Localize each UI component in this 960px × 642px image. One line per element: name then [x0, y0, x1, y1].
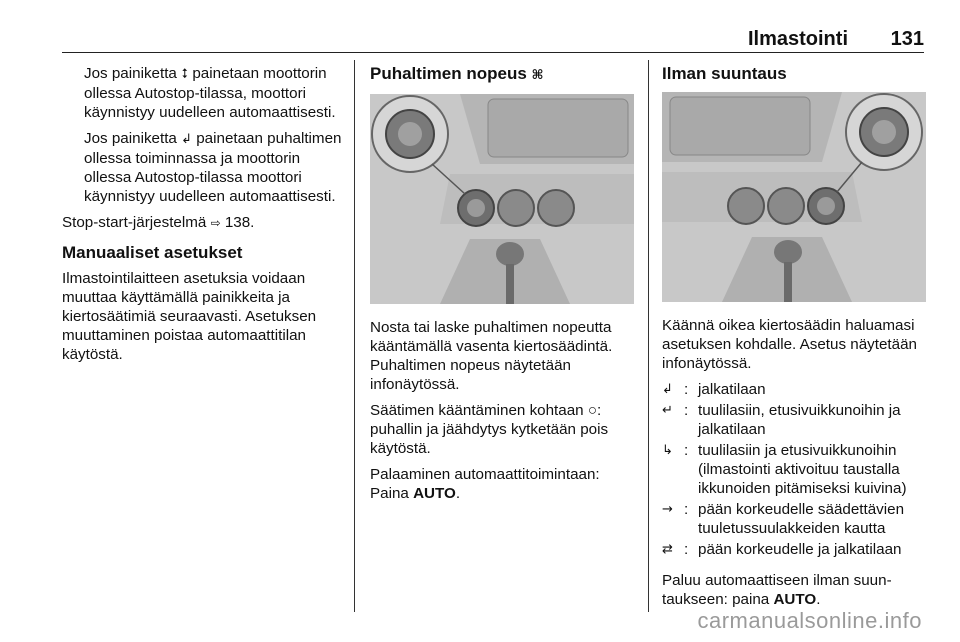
list-item: ↵ : tuulilasiin, etusivuikkunoihin ja jalkatilaan: [662, 402, 901, 438]
air-distribution-list: [662, 380, 928, 559]
list-item: ↳ : tuulilasiin ja etusivuikkunoihin (ilmastointi aktivoituu taustalla ikkunoiden pitämiseksi kuivina): [662, 442, 907, 497]
column-divider-2: [648, 60, 649, 612]
column-right: [662, 64, 928, 616]
paragraph-fan-speed: Nosta tai laske puhaltimen nopeutta kääntämällä vasenta kiertosäädintä. Puhaltimen nopeus näytetään infonäytössä.: [370, 319, 613, 393]
list-item: ↲ : jalkatilaan: [662, 381, 766, 398]
header-title: Ilmastointi: [747, 28, 848, 50]
windscreen-footwell-icon: ↵: [662, 403, 673, 418]
footwell-icon: ↲: [662, 382, 673, 397]
recirculation-icon: ⭥: [181, 67, 189, 82]
paragraph-air-distribution: Käännä oikea kiertosäädin haluamasi asetuksen kohdalle. Asetus näytetään infonäytössä.: [662, 317, 917, 372]
windscreen-defrost-icon: ↳: [662, 443, 673, 458]
section-heading-air-distribution: Ilman suuntaus: [662, 64, 787, 83]
auto-label: AUTO: [773, 591, 817, 608]
fan-icon: ⌘: [531, 68, 544, 83]
paragraph-fan-off: Säätimen kääntäminen kohtaan ○: puhallin ja jäähdytys kytketään pois käytöstä.: [370, 402, 609, 457]
paragraph-auto-air-return: Paluu automaattiseen ilman suuntaukseen: paina AUTO.: [662, 572, 892, 608]
footwell-icon: ↲: [181, 132, 193, 147]
section-heading-fan-speed: Puhaltimen nopeus ⌘: [370, 64, 544, 83]
header-rule: [62, 52, 924, 53]
column-middle: [370, 64, 638, 510]
page-reference-arrow-icon: ⇨: [210, 216, 221, 230]
dashboard-illustration: [370, 94, 634, 304]
paragraph-manual-settings: Ilmastointilaitteen asetuksia voidaan muuttaa käyttämällä painikkeita ja kiertosäätimiä seuraavasti. Asetuksen muuttaminen poistaa automaattitilan käytöstä.: [62, 270, 317, 363]
list-item: ⇄ : pään korkeudelle ja jalkatilaan: [662, 541, 902, 558]
watermark: carmanualsonline.info: [697, 608, 922, 633]
auto-label: AUTO: [413, 485, 456, 502]
column-divider-1: [354, 60, 355, 612]
figure-fan-control: [370, 94, 634, 304]
paragraph-autostop-1: Jos painiketta ⭥ painetaan moottorin ollessa Autostop-tilassa, moottori käynnistyy uudelleen automaattisesti.: [84, 65, 336, 121]
dashboard-illustration-right: [662, 92, 926, 302]
page-reference-link[interactable]: 138.: [220, 214, 255, 231]
head-footwell-icon: ⇄: [662, 542, 673, 557]
column-left: [62, 64, 342, 371]
paragraph-press-auto: Paina AUTO.: [370, 485, 461, 502]
page-number: 131: [890, 28, 924, 50]
figure-air-distribution-control: [662, 92, 926, 302]
section-heading-manual: Manuaaliset asetukset: [62, 243, 243, 262]
paragraph-autostop-2: Jos painiketta ↲ painetaan puhaltimen ollessa toiminnassa ja moottorin ollessa Autostop-tilassa moottori käynnistyy uudelleen automaattisesti.: [84, 130, 342, 205]
list-item: → : pään korkeudelle säädettävien tuuletussuulakkeiden kautta: [662, 501, 905, 537]
paragraph-auto-return: Palaaminen automaattitoimintaan:: [370, 466, 600, 483]
paragraph-stop-start-ref: Stop-start-järjestelmä ⇨ 138.: [62, 214, 255, 231]
head-level-icon: →: [662, 502, 673, 517]
